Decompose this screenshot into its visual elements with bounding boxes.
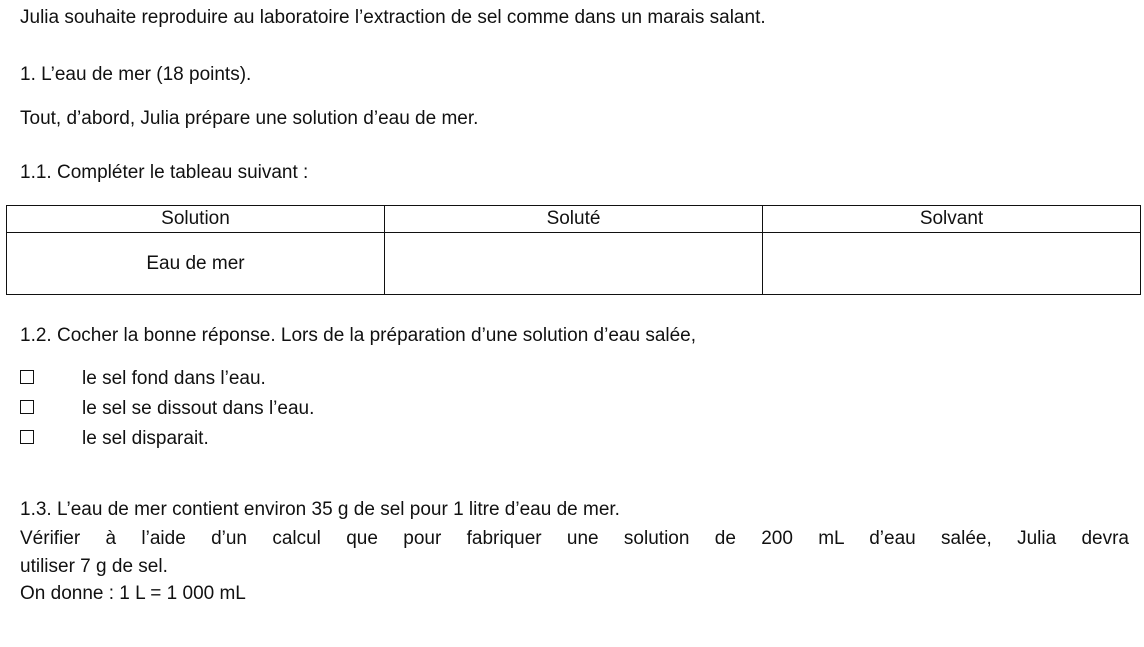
checkbox-option-3[interactable] <box>20 430 34 444</box>
section-1-title: 1. L’eau de mer (18 points). <box>20 64 252 85</box>
cell-solution-eau-de-mer: Eau de mer <box>7 233 385 295</box>
choice-option-2-label: le sel se dissout dans l’eau. <box>82 398 315 419</box>
cell-solute-answer[interactable] <box>385 233 763 295</box>
cell-solvent-answer[interactable] <box>763 233 1141 295</box>
question-1-3-line-1: 1.3. L’eau de mer contient environ 35 g de sel pour 1 litre d’eau de mer. <box>20 499 620 520</box>
checkbox-option-2[interactable] <box>20 400 34 414</box>
header-solvent: Solvant <box>763 206 1141 233</box>
table-row <box>7 233 1141 295</box>
question-1-3-line-3: utiliser 7 g de sel. <box>20 556 168 577</box>
question-1-2-label: 1.2. Cocher la bonne réponse. Lors de la préparation d’une solution d’eau salée, <box>20 325 697 346</box>
question-1-3-given: On donne : 1 L = 1 000 mL <box>20 583 246 604</box>
section-1-text: Tout, d’abord, Julia prépare une solution d’eau de mer. <box>20 108 479 129</box>
question-1-1-label: 1.1. Compléter le tableau suivant : <box>20 162 309 183</box>
choice-option-3[interactable] <box>20 428 209 450</box>
header-solute: Soluté <box>385 206 763 233</box>
choice-option-1[interactable] <box>20 368 266 390</box>
choice-option-1-label: le sel fond dans l’eau. <box>82 368 266 389</box>
intro-text: Julia souhaite reproduire au laboratoire l’extraction de sel comme dans un marais salant. <box>20 7 766 28</box>
choice-option-2[interactable] <box>20 398 315 420</box>
question-1-3-line-2: Vérifier à l’aide d’un calcul que pour fabriquer une solution de 200 mL d’eau salée, Julia devra <box>20 528 1129 549</box>
choice-option-3-label: le sel disparait. <box>82 428 209 449</box>
header-solution: Solution <box>7 206 385 233</box>
table-header-row <box>7 206 1141 233</box>
solution-table <box>6 205 1141 295</box>
checkbox-option-1[interactable] <box>20 370 34 384</box>
